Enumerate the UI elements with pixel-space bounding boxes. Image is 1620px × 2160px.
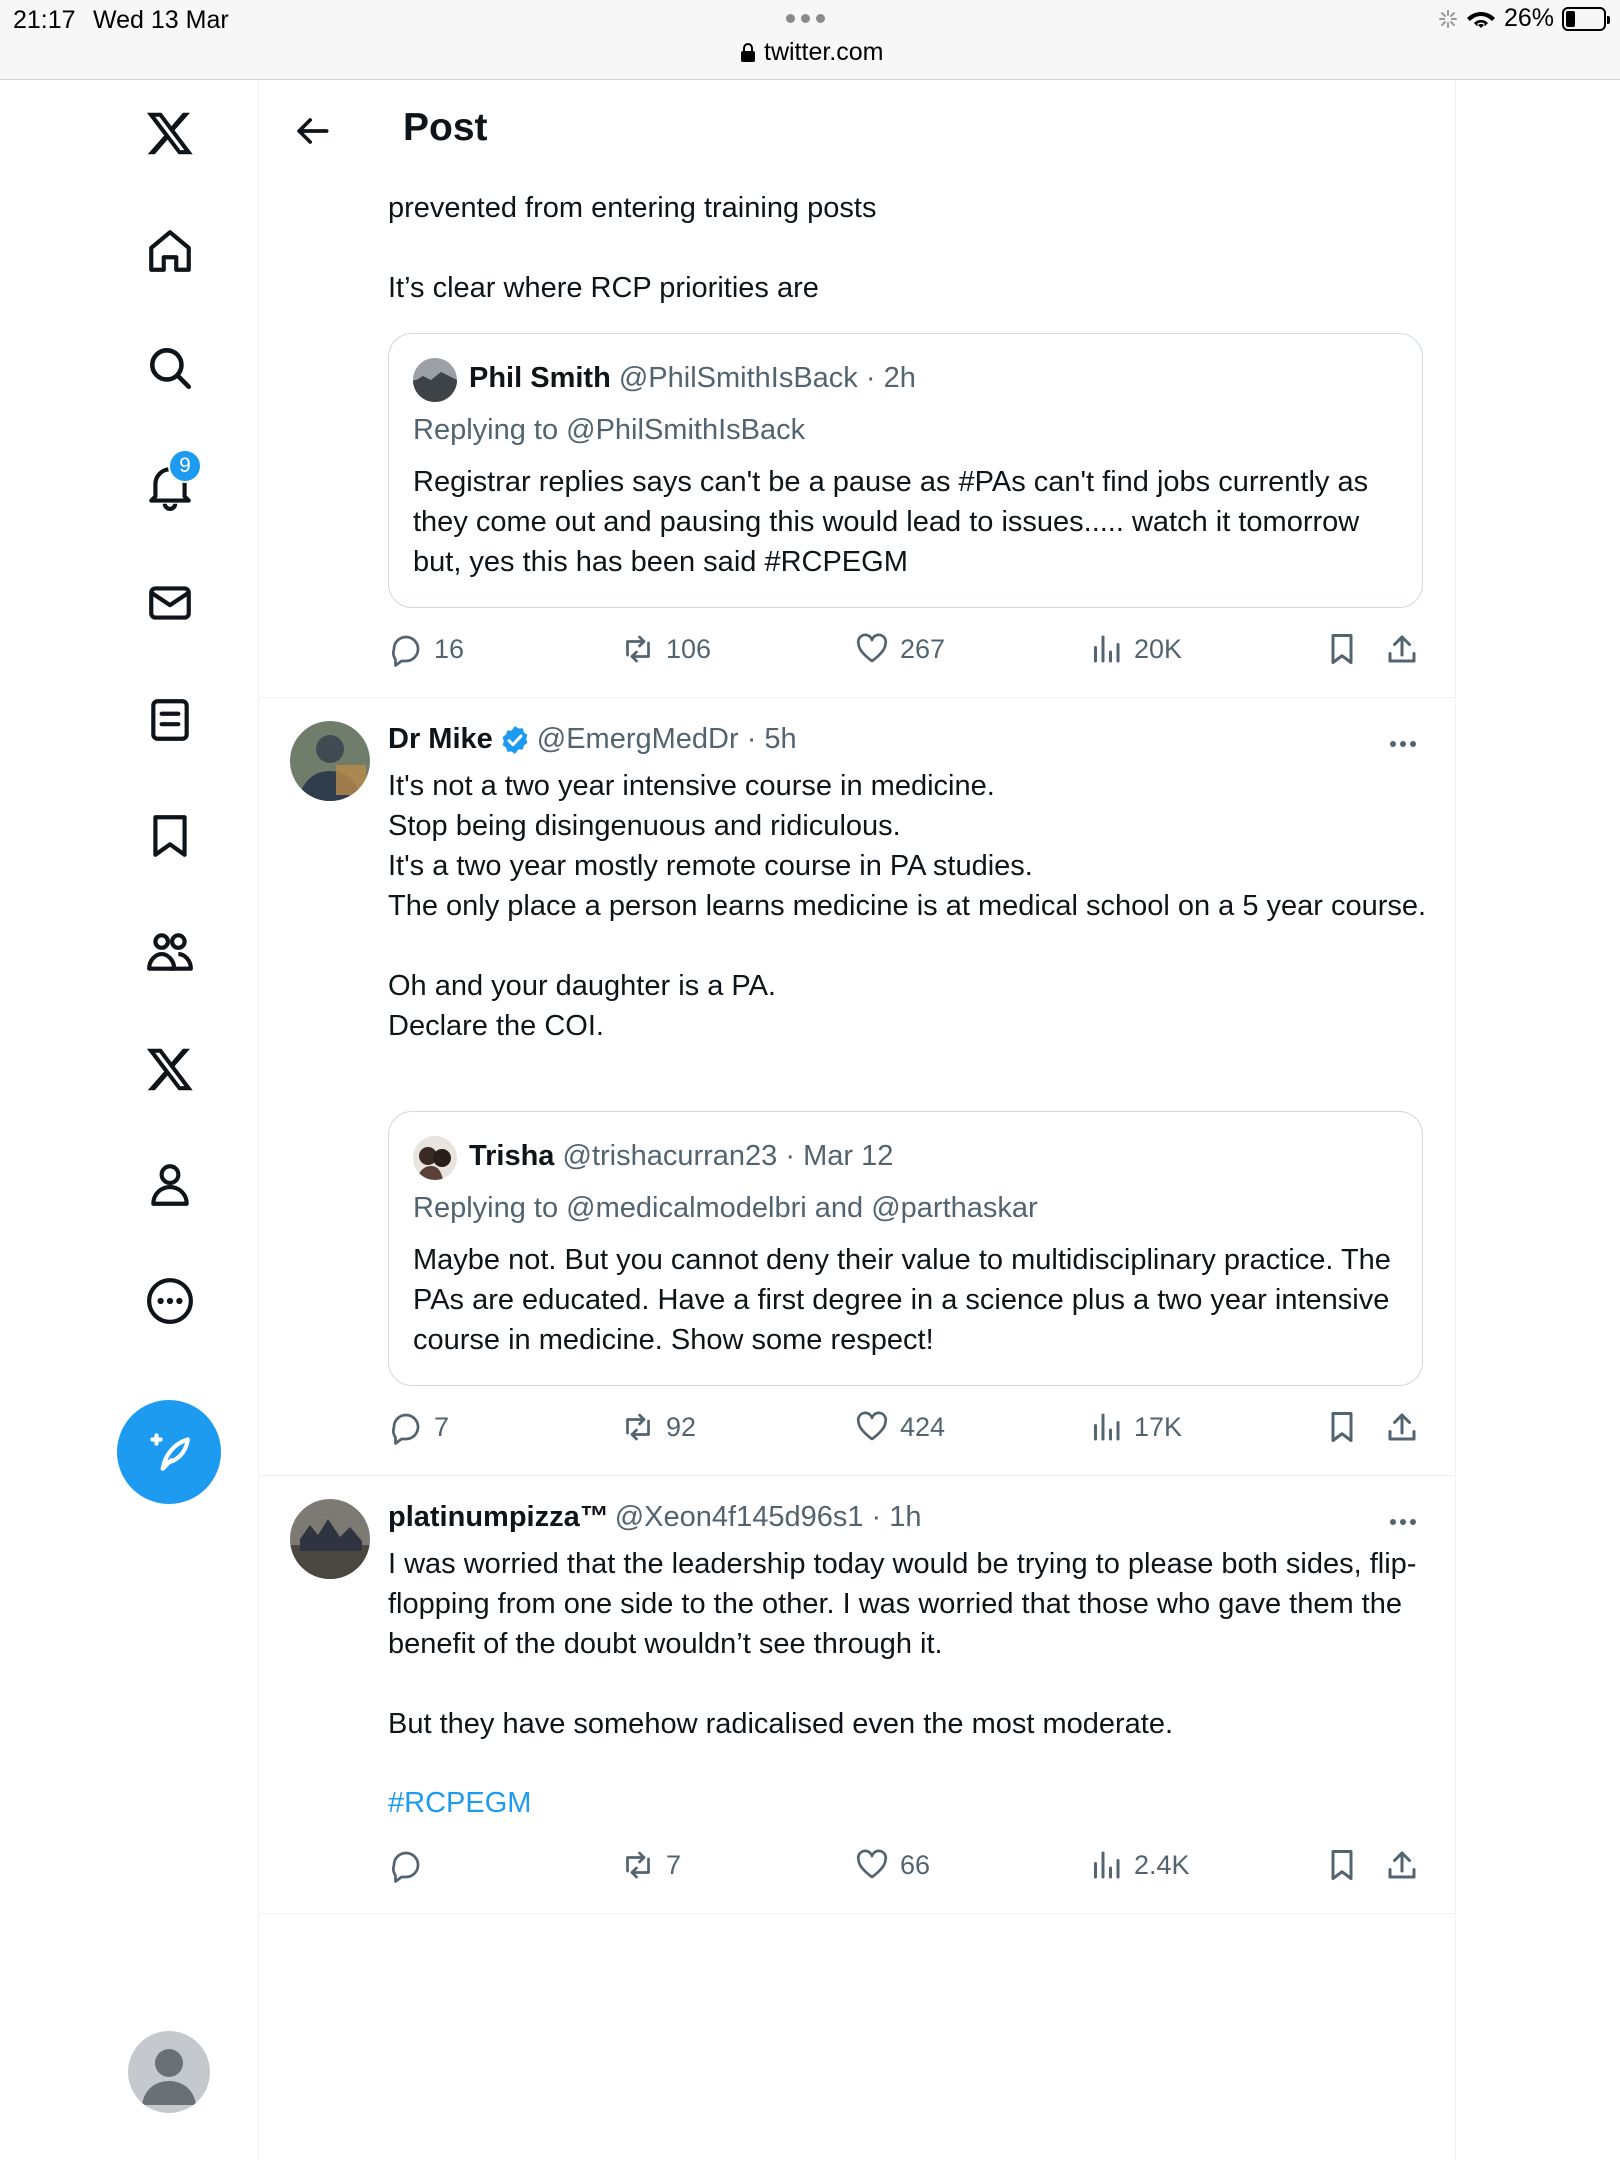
page-title: Post: [403, 106, 488, 149]
search-icon[interactable]: [140, 338, 200, 398]
bookmark-icon: [1324, 1409, 1360, 1445]
share-icon: [1384, 631, 1420, 667]
quoted-post[interactable]: [388, 1111, 1423, 1386]
like-button[interactable]: [854, 1847, 930, 1883]
reply-count: 16: [434, 633, 465, 664]
premium-x-icon[interactable]: [140, 1039, 200, 1099]
profile-icon[interactable]: [140, 1155, 200, 1215]
lock-icon: [740, 43, 756, 63]
author-name[interactable]: platinumpizza™: [388, 1501, 609, 1533]
loading-icon: [1438, 9, 1458, 29]
post-actions: [388, 1847, 1423, 1891]
views-icon: [1088, 631, 1124, 667]
reply-icon: [388, 631, 424, 667]
author-handle: @Xeon4f145d96s1 · 1h: [614, 1501, 922, 1533]
divider: [259, 697, 1455, 698]
reply-button[interactable]: [388, 631, 464, 667]
post-actions: [388, 631, 1423, 675]
author-name[interactable]: Dr Mike: [388, 723, 493, 755]
views-button[interactable]: [1088, 631, 1182, 667]
repost-count: 106: [666, 633, 712, 664]
share-button[interactable]: [1384, 631, 1420, 667]
lists-icon[interactable]: [140, 690, 200, 750]
repost-icon: [620, 631, 656, 667]
heart-icon: [854, 1409, 890, 1445]
reply-icon: [388, 1409, 424, 1445]
mail-icon[interactable]: [140, 573, 200, 633]
bookmark-button[interactable]: [1324, 1847, 1360, 1883]
bookmark-icon: [1324, 1847, 1360, 1883]
x-logo[interactable]: [140, 103, 200, 163]
views-icon: [1088, 1847, 1124, 1883]
like-button[interactable]: [854, 631, 945, 667]
avatar: [413, 1136, 457, 1180]
repost-icon: [620, 1409, 656, 1445]
reply-count: 7: [434, 1411, 450, 1442]
quoted-post[interactable]: [388, 333, 1423, 608]
account-avatar[interactable]: [128, 2031, 210, 2113]
back-arrow-icon[interactable]: [290, 109, 334, 153]
reply-icon: [388, 1847, 424, 1883]
compose-post-button[interactable]: [117, 1400, 221, 1504]
column-border-right: [1455, 80, 1456, 2160]
share-icon: [1384, 1847, 1420, 1883]
repost-count: 7: [666, 1849, 682, 1880]
quoted-author-handle: @trishacurran23 · Mar 12: [562, 1140, 894, 1172]
share-button[interactable]: [1384, 1847, 1420, 1883]
post-text: I was worried that the leadership today would be trying to please both sides, flip-flopping from one side to the other. I was worried that those who gave them the benefit of the doubt wouldn’t see through it. But they have somehow radicalised even the most moderate.: [388, 1548, 1417, 1740]
post-text: It's not a two year intensive course in medicine. Stop being disingenuous and ridiculous. It's a two year mostly remote course in PA studies. The only place a person learns medicine is at medical school on a 5 year course. Oh and your daughter is a PA. Declare the COI.: [388, 770, 1427, 1042]
quoted-author-handle: @PhilSmithIsBack · 2h: [618, 362, 916, 394]
battery-icon: [1562, 7, 1606, 31]
like-count: 66: [900, 1849, 931, 1880]
wifi-icon: [1466, 8, 1496, 30]
post-text: prevented from entering training posts It’s clear where RCP priorities are: [388, 192, 877, 304]
heart-icon: [854, 1847, 890, 1883]
battery-percent: 26%: [1503, 4, 1554, 32]
bookmark-button[interactable]: [1324, 1409, 1360, 1445]
views-button[interactable]: [1088, 1409, 1182, 1445]
status-bar: [0, 0, 1620, 80]
share-icon: [1384, 1409, 1420, 1445]
repost-icon: [620, 1847, 656, 1883]
post-actions: [388, 1409, 1423, 1453]
like-count: 424: [900, 1411, 946, 1442]
avatar[interactable]: [290, 721, 370, 801]
notification-count-badge: 9: [168, 449, 202, 483]
views-icon: [1088, 1409, 1124, 1445]
divider: [259, 1475, 1455, 1476]
views-button[interactable]: [1088, 1847, 1190, 1883]
bookmarks-icon[interactable]: [140, 806, 200, 866]
column-border-left: [258, 80, 259, 2160]
more-options-icon[interactable]: [1385, 734, 1421, 754]
repost-button[interactable]: [620, 1847, 681, 1883]
bookmark-icon: [1324, 631, 1360, 667]
communities-icon[interactable]: [140, 922, 200, 982]
replying-to: Replying to @medicalmodelbri and @parthaskar: [413, 1192, 1038, 1224]
avatar[interactable]: [290, 1499, 370, 1579]
author-handle: @EmergMedDr · 5h: [536, 723, 797, 755]
address-bar[interactable]: [740, 38, 883, 67]
reply-button[interactable]: [388, 1409, 449, 1445]
hashtag-link[interactable]: #RCPEGM: [388, 1787, 532, 1819]
browser-menu-dots[interactable]: [786, 14, 825, 23]
heart-icon: [854, 631, 890, 667]
url-text: twitter.com: [764, 38, 884, 66]
reply-button[interactable]: [388, 1847, 434, 1883]
avatar: [413, 358, 457, 402]
feather-plus-icon: [144, 1427, 194, 1477]
view-count: 20K: [1134, 633, 1183, 664]
status-date: Wed 13 Mar: [93, 6, 229, 34]
repost-count: 92: [666, 1411, 697, 1442]
quoted-author-name: Phil Smith: [469, 362, 611, 394]
repost-button[interactable]: [620, 631, 711, 667]
like-count: 267: [900, 633, 946, 664]
status-time: 21:17: [13, 6, 76, 34]
divider: [259, 1913, 1455, 1914]
quoted-post-text: Maybe not. But you cannot deny their value to multidisciplinary practice. The PAs are educated. Have a first degree in a science plus a two year intensive course in medicine. Show some respect!: [413, 1244, 1391, 1356]
view-count: 2.4K: [1134, 1849, 1190, 1880]
more-circle-icon[interactable]: [140, 1271, 200, 1331]
quoted-author-name: Trisha: [469, 1140, 555, 1172]
repost-button[interactable]: [620, 1409, 696, 1445]
replying-to: Replying to @PhilSmithIsBack: [413, 414, 806, 446]
quoted-post-text: Registrar replies says can't be a pause as #PAs can't find jobs currently as they come out and pausing this would lead to issues..... watch it tomorrow but, yes this has been said #RCPEGM: [413, 466, 1369, 578]
view-count: 17K: [1134, 1411, 1183, 1442]
bookmark-button[interactable]: [1324, 631, 1360, 667]
home-icon[interactable]: [140, 221, 200, 281]
share-button[interactable]: [1384, 1409, 1420, 1445]
more-options-icon[interactable]: [1385, 1512, 1421, 1532]
like-button[interactable]: [854, 1409, 945, 1445]
verified-badge-icon: [499, 724, 531, 756]
